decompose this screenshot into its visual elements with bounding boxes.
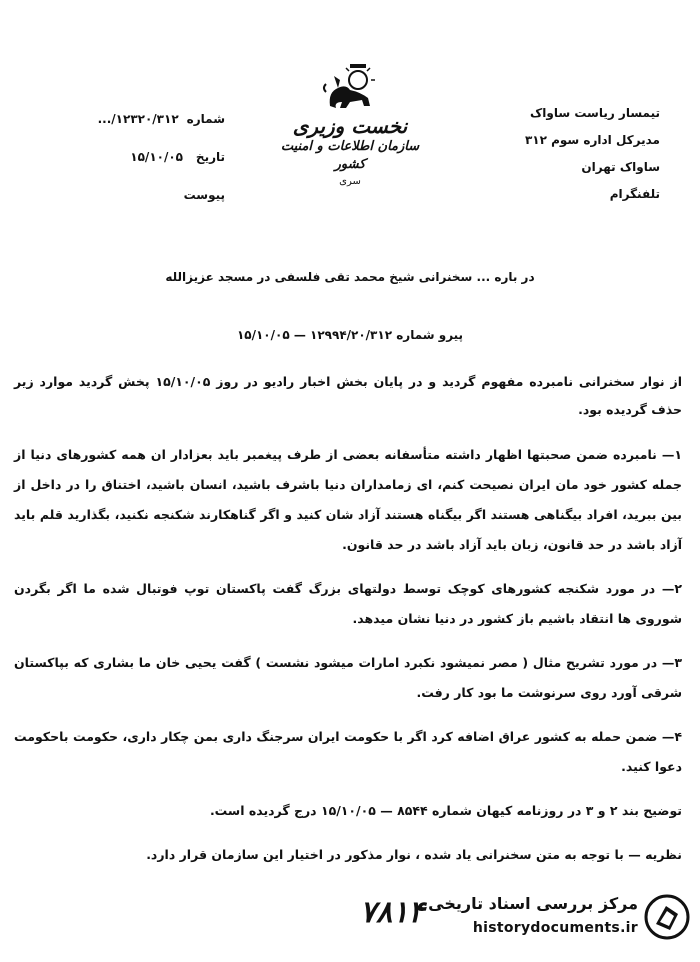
date-row [10, 138, 225, 176]
recipient-line: تیمسار ریاست ساواک [529, 106, 660, 120]
watermark-name: مرکز بررسی اسناد تاریخی [428, 894, 638, 913]
explanation-paragraph: توضیح بند ۲ و ۳ در روزنامه کیهان شماره ۸۵۴۴ — ۱۵/۱۰/۰۵ درج گردیده است. [209, 803, 682, 818]
watermark-url: historydocuments.ir [472, 920, 638, 936]
list-item: ۲— در مورد شکنجه کشورهای کوچک توسط دولتهای بزرگ گفت پاکستان توپ فوتبال شده ما اگر بگردن شوروی ها انتقاد باشیم باز کشور در دنیا نشان میدهد. [14, 581, 682, 626]
subject-line: در باره ... سخنرانی شیخ محمد تقی فلسفی در مسجد عزیزالله [165, 270, 535, 284]
number-label: شماره [186, 112, 225, 126]
recipient-line: ساواک تهران [581, 160, 660, 174]
document-meta [10, 100, 225, 214]
recipient-block [410, 100, 660, 208]
archive-watermark [410, 888, 690, 950]
lion-and-sun-emblem-icon [320, 62, 380, 114]
recipient-line: مدیرکل اداره سوم ۳۱۲ [524, 133, 660, 147]
reference-line: پیرو شماره ۱۲۹۹۴/۲۰/۳۱۲ — ۱۵/۱۰/۰۵ [236, 328, 464, 342]
attachment-row [10, 176, 225, 214]
letter-body [14, 368, 682, 884]
letterhead [280, 62, 420, 187]
opinion-paragraph: نظریه — با توجه به متن سخنرانی یاد شده ، نوار مذکور در اختیار این سازمان قرار دارد. [146, 847, 682, 862]
handwritten-number: ۷۸۱۴ [360, 895, 425, 930]
number-value: ۱۲۳۲۰/۳۱۲/... [97, 112, 179, 126]
organization-subtitle: سازمان اطلاعات و امنیت کشور [280, 139, 420, 172]
attachment-label: پیوست [183, 188, 225, 202]
list-item: ۱— نامبرده ضمن صحبتها اظهار داشته متأسفانه بعضی از طرف پیغمبر باید بعزادار ان همه کشورهای دنیا از جمله کشور خود مان ایران نصیحت کنم، ای زمامداران دنیا باشرف باشید، انسان باشید، اختناق را در داخل از بین ببرید، افراد بیگناهی هستند اگر بیگناه هستند آزاد شان کنید و اگر گناهکارند شکنجه نکنید، بگذارید قلم باید آزاد باشد در حد قانون، زبان باید آزاد باشد در حد قانون. [14, 447, 682, 552]
list-item: ۴— ضمن حمله به کشور عراق اضافه کرد اگر با حکومت ایران سرجنگ داری بمن چکار داری، حکومت باحکومت دعوا کنید. [14, 729, 682, 774]
intro-paragraph: از نوار سخنرانی نامبرده مفهوم گردید و در پایان بخش اخبار رادیو در روز ۱۵/۱۰/۰۵ پخش گردید موارد زیر حذف گردیده بود. [14, 374, 682, 417]
organization-title: نخست وزیری [292, 114, 408, 138]
list-item: ۳— در مورد تشریح مثال ( مصر نمیشود نکبرد امارات میشود نشست ) گفت یحیی خان ما بشاری که بپاکستان شرقی آورد روی سرنوشت ما بود کار رفت. [14, 655, 682, 700]
archive-logo-icon [644, 894, 690, 940]
document-type: تلفنگرام [609, 187, 660, 201]
number-row [10, 100, 225, 138]
date-value: ۱۵/۱۰/۰۵ [130, 150, 183, 164]
date-label: تاریخ [195, 150, 225, 164]
classification-note: سری [339, 176, 361, 187]
